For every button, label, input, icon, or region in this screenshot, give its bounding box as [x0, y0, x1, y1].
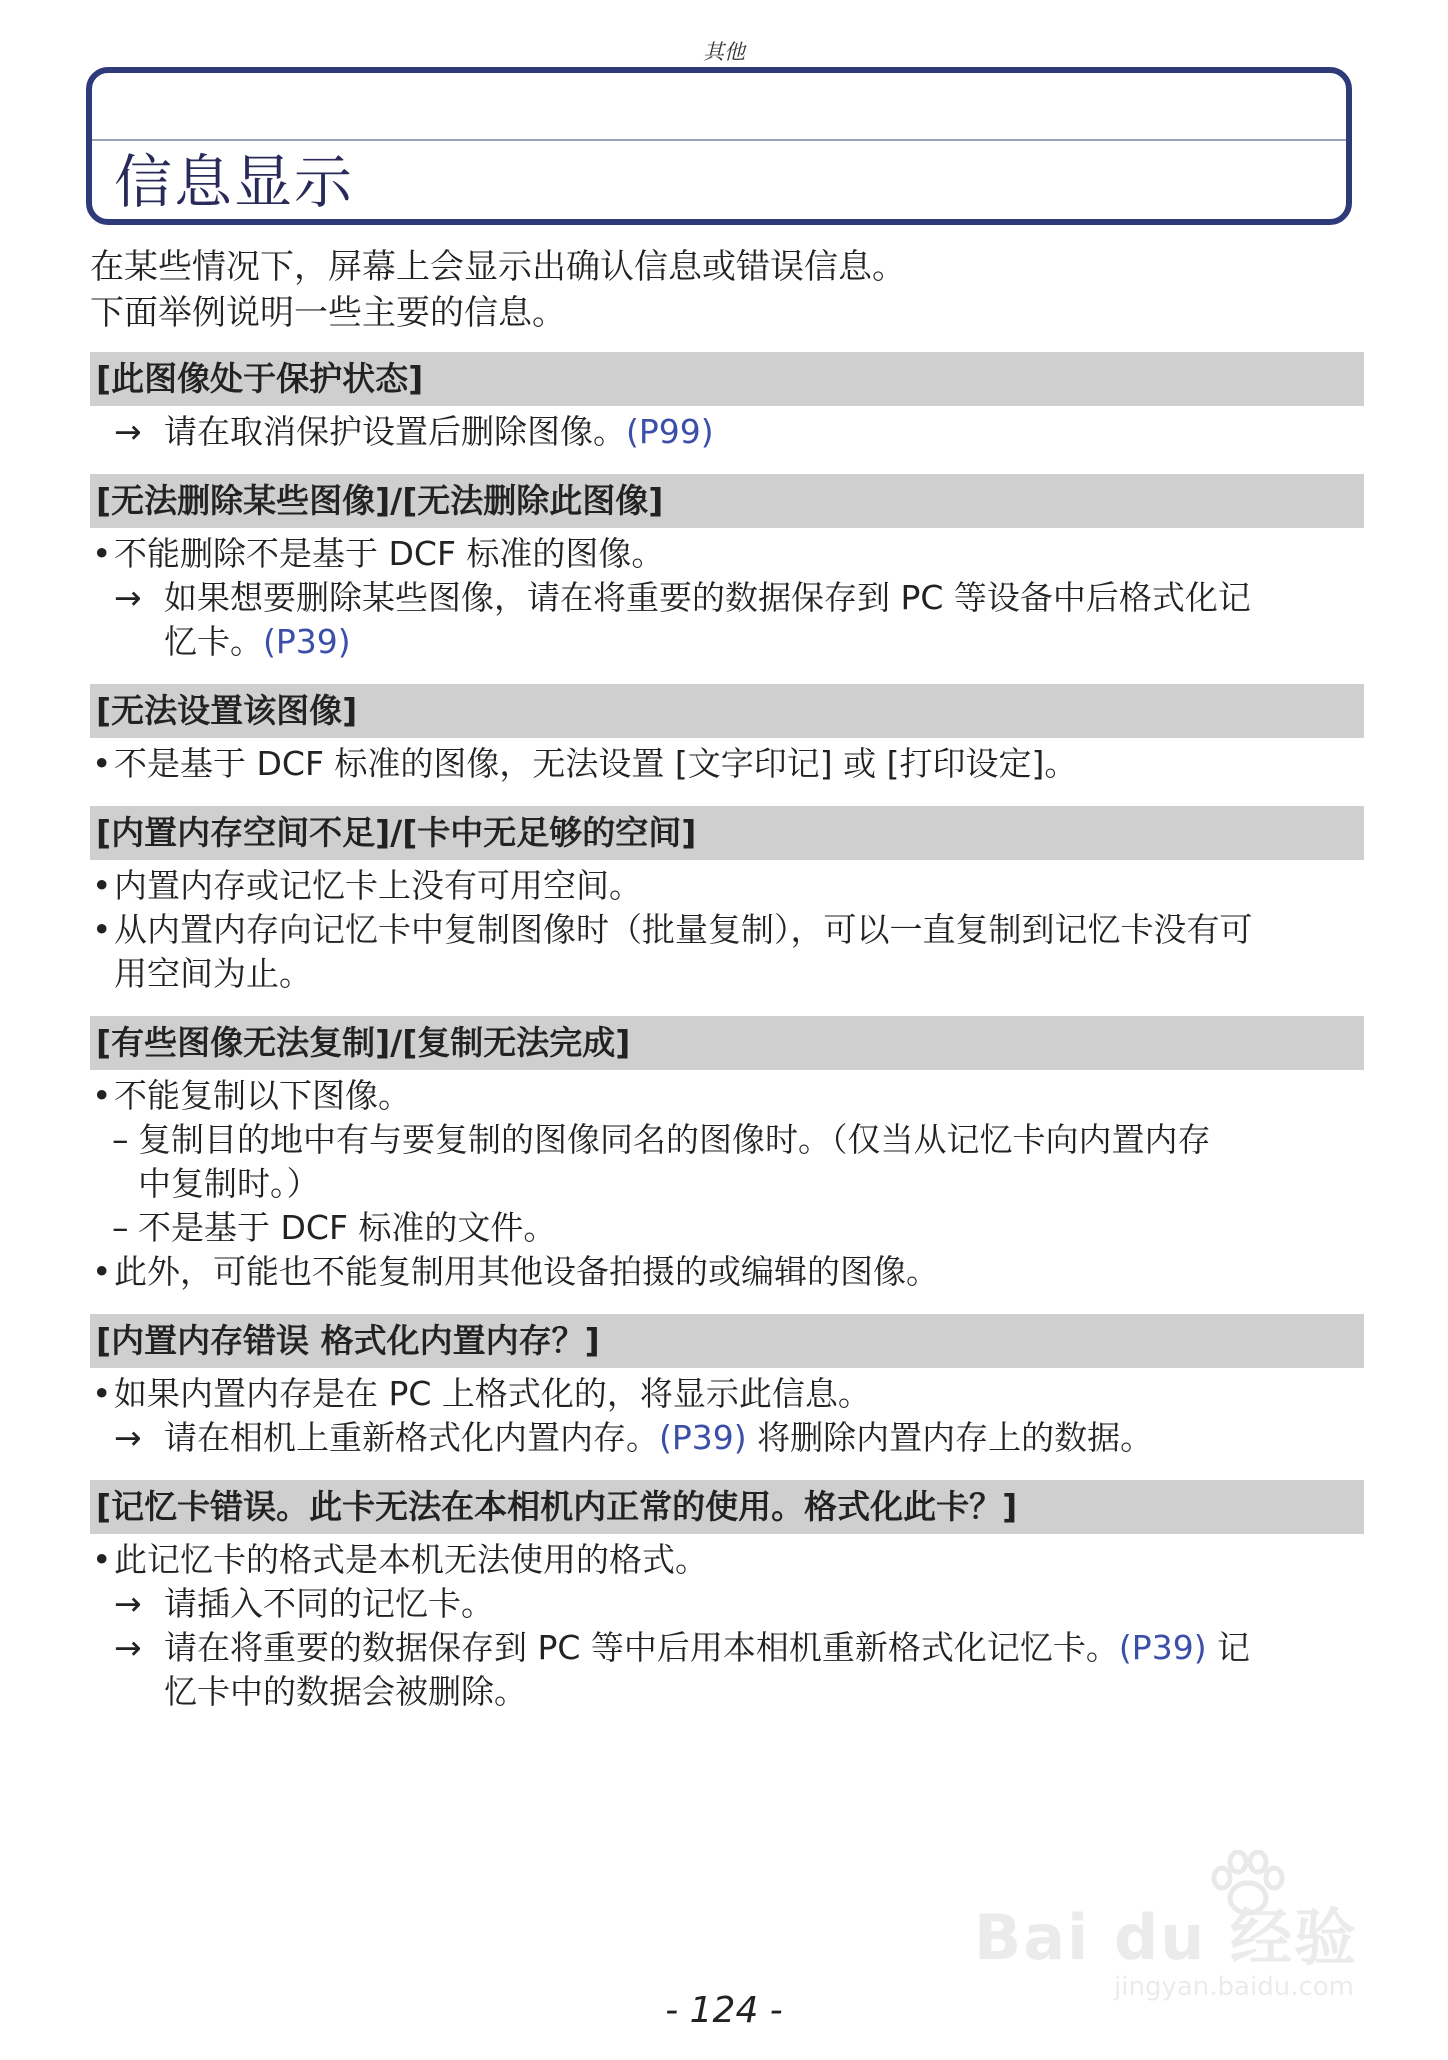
section-heading: [记忆卡错误。此卡无法在本相机内正常的使用。格式化此卡？]	[90, 1480, 1364, 1534]
line-text: 请在取消保护设置后删除图像。	[164, 412, 626, 451]
bullet-line: • 此外，可能也不能复制用其他设备拍摄的或编辑的图像。	[90, 1250, 1364, 1294]
section-heading: [无法删除某些图像]/[无法删除此图像]	[90, 474, 1364, 528]
title-box	[86, 67, 1352, 225]
message-section	[90, 474, 1364, 664]
line-text: 将删除内置内存上的数据。	[746, 1418, 1154, 1457]
continuation-line: 忆卡中的数据会被删除。	[164, 1672, 527, 1711]
section-heading: [内置内存错误 格式化内置内存？]	[90, 1314, 1364, 1368]
message-section	[90, 806, 1364, 996]
continuation-line: 用空间为止。	[114, 954, 312, 993]
bullet-line: • 如果内置内存是在 PC 上格式化的，将显示此信息。	[90, 1372, 1364, 1416]
instruction-line: → 请插入不同的记忆卡。	[90, 1582, 1364, 1626]
section-heading: [内置内存空间不足]/[卡中无足够的空间]	[90, 806, 1364, 860]
dash-line: – 不是基于 DCF 标准的文件。	[90, 1206, 1364, 1250]
page-ref-link[interactable]: (P39)	[263, 622, 351, 661]
continuation-line	[90, 620, 1364, 664]
page-ref-link[interactable]: (P39)	[1118, 1628, 1207, 1667]
page-title: 信息显示	[114, 148, 355, 216]
page-ref-link[interactable]: (P39)	[659, 1418, 747, 1457]
instruction-line	[90, 410, 1364, 454]
page-ref-link[interactable]: (P99)	[626, 412, 714, 451]
line-text: 请在将重要的数据保存到 PC 等中后用本相机重新格式化记忆卡。	[164, 1628, 1119, 1667]
message-section	[90, 684, 1364, 786]
instruction-line: → 如果想要删除某些图像，请在将重要的数据保存到 PC 等设备中后格式化记	[90, 576, 1364, 620]
bullet-line: • 不是基于 DCF 标准的图像，无法设置 [文字印记] 或 [打印设定]。	[90, 742, 1364, 786]
message-list	[90, 352, 1364, 1734]
continuation-line: 中复制时。）	[138, 1164, 320, 1203]
dash-line: – 复制目的地中有与要复制的图像同名的图像时。（仅当从记忆卡向内置内存	[90, 1118, 1364, 1162]
section-heading: [此图像处于保护状态]	[90, 352, 1364, 406]
intro-line: 下面举例说明一些主要的信息。	[90, 293, 566, 333]
section-heading: [无法设置该图像]	[90, 684, 1364, 738]
title-divider	[92, 139, 1346, 141]
page-number: - 124 -	[665, 1990, 783, 2031]
message-section	[90, 352, 1364, 454]
bullet-line: • 不能删除不是基于 DCF 标准的图像。	[90, 532, 1364, 576]
intro-text	[90, 244, 1350, 336]
line-text: 忆卡。	[164, 622, 263, 661]
header-section-label: 其他	[703, 40, 745, 64]
bullet-line: • 内置内存或记忆卡上没有可用空间。	[90, 864, 1364, 908]
section-heading: [有些图像无法复制]/[复制无法完成]	[90, 1016, 1364, 1070]
line-text: 记	[1206, 1628, 1251, 1667]
watermark-brand: Bai du 经验	[973, 1901, 1358, 1974]
baidu-watermark	[973, 1860, 1358, 2010]
message-section	[90, 1016, 1364, 1294]
bullet-line: • 此记忆卡的格式是本机无法使用的格式。	[90, 1538, 1364, 1582]
instruction-line	[90, 1416, 1364, 1460]
intro-line: 在某些情况下，屏幕上会显示出确认信息或错误信息。	[90, 247, 906, 287]
instruction-line	[90, 1626, 1364, 1670]
message-section	[90, 1314, 1364, 1460]
watermark-url: jingyan.baidu.com	[1114, 1972, 1354, 2002]
bullet-line: • 从内置内存向记忆卡中复制图像时（批量复制），可以一直复制到记忆卡没有可	[90, 908, 1364, 952]
message-section	[90, 1480, 1364, 1714]
line-text: 请在相机上重新格式化内置内存。	[164, 1418, 659, 1457]
bullet-line: • 不能复制以下图像。	[90, 1074, 1364, 1118]
